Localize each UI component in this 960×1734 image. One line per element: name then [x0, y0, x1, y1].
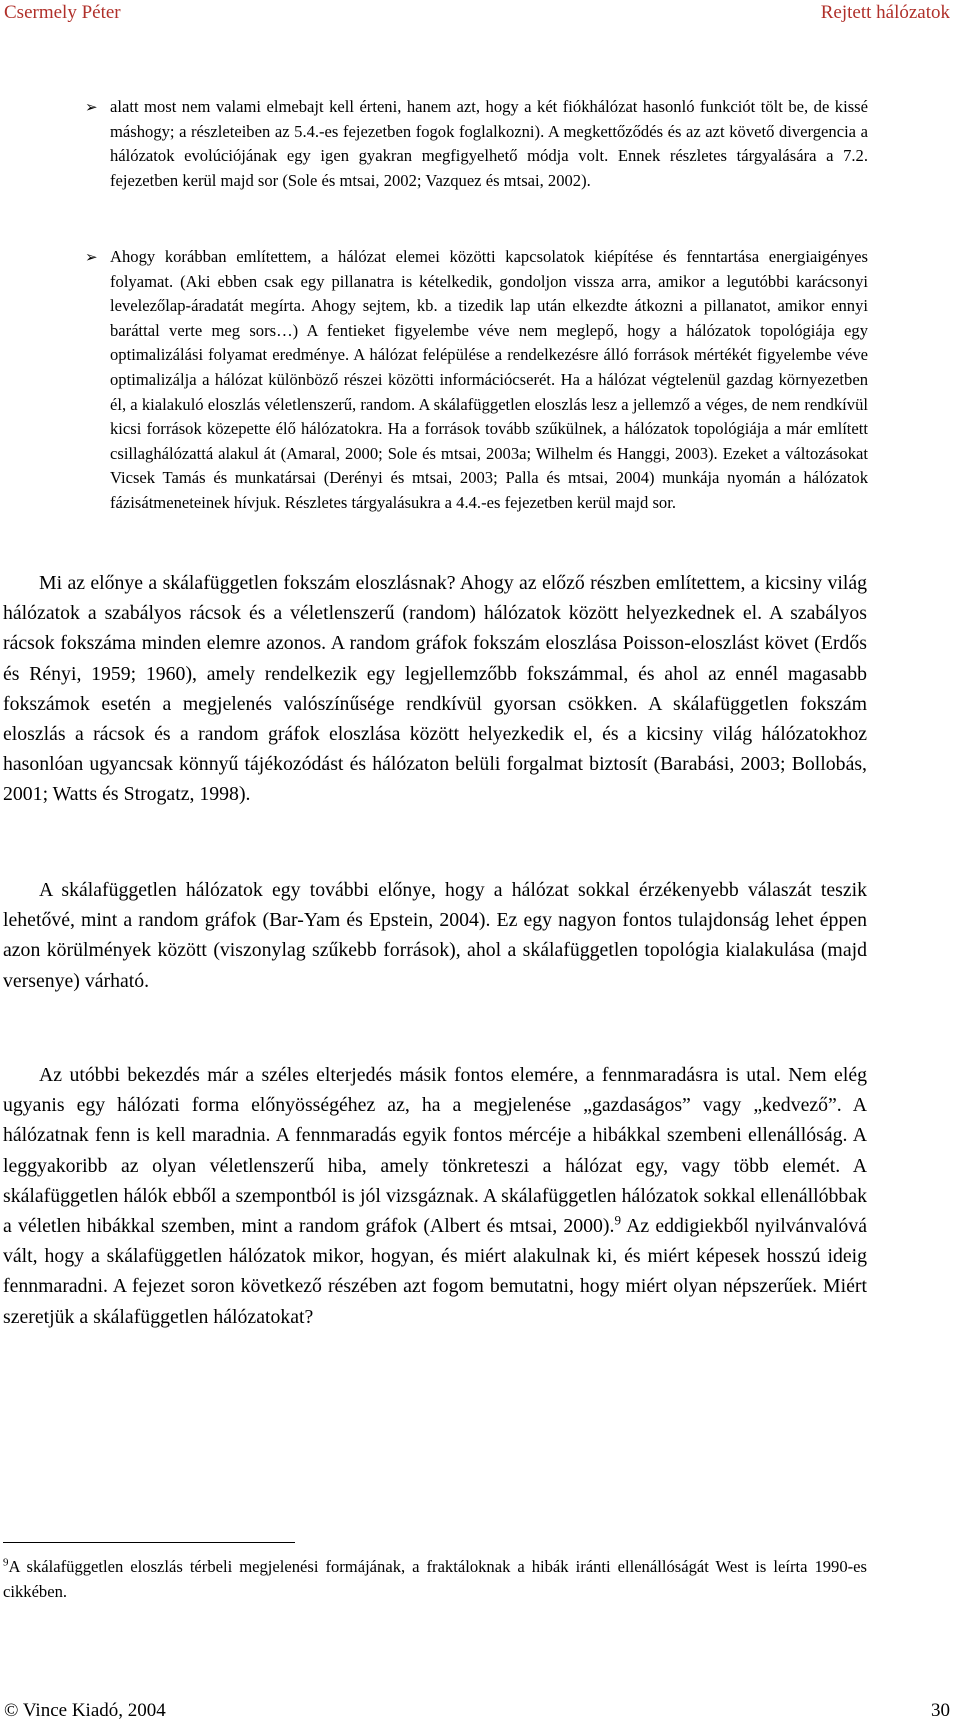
- header-book-title: Rejtett hálózatok: [820, 2, 950, 23]
- body-paragraph-2: A skálafüggetlen hálózatok egy további előnye, hogy a hálózat sokkal érzékenyebb válaszát teszik lehetővé, mint a random gráfok (Bar-Yam és Epstein, 2004). Ez egy nagyon fontos tulajdonság lehet éppen azon körülmények között (viszonylag szűkebb források), ahol a skálafüggetlen topológia kialakulása (majd versenye) várható.: [3, 879, 867, 992]
- footnote: [3, 1555, 867, 1604]
- footnote-text: A skálafüggetlen eloszlás térbeli megjelenési formájának, a fraktáloknak a hibák iránti ellenállóságát West is leírta 1990-es cikkében.: [3, 1557, 867, 1601]
- footnote-divider: [3, 1542, 295, 1543]
- footnote-number: 9: [3, 1556, 9, 1569]
- body-paragraph-3: [3, 1060, 867, 1332]
- paragraph-text-before-note: Az utóbbi bekezdés már a széles elterjedés másik fontos elemére, a fennmaradásra is utal. Nem elég ugyanis egy hálózati forma előnyösségéhez az, ha a megjelenése „gazdaságos” vagy „kedvező”. A hálózatnak fenn is kell maradnia. A fennmaradás egyik fontos mércéje a hibákkal szembeni ellenállóság. A leggyakoribb az olyan véletlenszerű hiba, amely tönkreteszi a hálózat egy, vagy több elemét. A skálafüggetlen hálók ebből a szempontból is jól vizsgáznak. A skálafüggetlen hálózatok sokkal ellenállóbbak a véletlen hibákkal szemben, mint a random gráfok (Albert és mtsai, 2000).: [3, 1064, 867, 1238]
- bullet-item-1: [85, 95, 868, 193]
- header-author: Csermely Péter: [4, 2, 121, 23]
- footer-page-number: 30: [931, 1700, 950, 1721]
- bullet-item-2: [85, 245, 868, 516]
- bullet-arrow-icon: ➢: [85, 98, 98, 116]
- page-header: [0, 0, 960, 36]
- footnote-reference[interactable]: 9: [614, 1212, 621, 1228]
- bullet-arrow-icon: ➢: [85, 248, 98, 266]
- footer-publisher: © Vince Kiadó, 2004: [4, 1700, 166, 1721]
- bullet-text: alatt most nem valami elmebajt kell érteni, hanem azt, hogy a két fiókhálózat hasonló funkciót tölt be, de kissé máshogy; a részleteiben az 5.4.-es fejezetben fogok foglalkozni). A megkettőződés és az azt követő divergencia a hálózatok evolúciójának egy igen gyakran megfigyelhető módja volt. Ennek részletes tárgyalására a 7.2. fejezetben kerül majd sor (Sole és mtsai, 2002; Vazquez és mtsai, 2002).: [110, 97, 868, 190]
- bullet-text: Ahogy korábban említettem, a hálózat elemei közötti kapcsolatok kiépítése és fenntartása energiaigényes folyamat. (Aki ebben csak egy pillanatra is kételkedik, gondoljon vissza arra, amikor a legutóbbi karácsonyi levelezőlap-áradatát megírta. Ahogy sejtem, kb. a tizedik lap után elkezdte átkozni a pillanatot, amikor ennyi baráttal verte meg sors…) A fentieket figyelembe véve nem meglepő, hogy a hálózatok topológiája egy optimalizálási folyamat eredménye. A hálózat felépülése a rendelkezésre álló források mértékét figyelembe véve optimalizálja a hálózat különböző részei közötti információcserét. Ha a hálózat végtelenül gazdag környezetben él, a kialakuló eloszlás véletlenszerű, random. A skálafüggetlen eloszlás lesz a jellemző a véges, de nem rendkívül kicsi források közepette élő hálózatokra. Ha a források tovább szűkülnek, a hálózatok topológiája a már említett csillaghálózattá alakul át (Amaral, 2000; Sole és mtsai, 2003a; Wilhelm és Hanggi, 2003). Ezeket a változásokat Vicsek Tamás és munkatársai (Derényi és mtsai, 2003; Palla és mtsai, 2004) munkája nyomán a hálózatok fázisátmeneteinek hívjuk. Részletes tárgyalásukra a 4.4.-es fejezetben kerül majd sor.: [110, 247, 868, 512]
- body-paragraph-1: Mi az előnye a skálafüggetlen fokszám eloszlásnak? Ahogy az előző részben említettem, a kicsiny világ hálózatok a szabályos rácsok és a véletlenszerű (random) hálózatok között helyezkednek el. A szabályos rácsok fokszáma minden elemre azonos. A random gráfok fokszám eloszlása Poisson-eloszlást követ (Erdős és Rényi, 1959; 1960), amely rendelkezik egy legjellemzőbb fokszámmal, és ahol az ennél magasabb fokszámok esetén a megjelenés valószínűsége rendkívül gyorsan csökken. A skálafüggetlen fokszám eloszlás a rácsok és a random gráfok eloszlása között helyezkedik el, és a kicsiny világ hálózatokhoz hasonlóan ugyancsak könnyű tájékozódást és hálózaton belüli forgalmat biztosít (Barabási, 2003; Bollobás, 2001; Watts és Strogatz, 1998).: [3, 572, 867, 806]
- paragraph-text-after-note: Az eddigiekből nyilvánvalóvá vált, hogy a skálafüggetlen hálózatok mikor, hogyan, és miért alakulnak ki, és miért képesek hosszú ideig fennmaradni. A fejezet soron következő részében azt fogom bemutatni, hogy miért olyan népszerűek. Miért szeretjük a skálafüggetlen hálózatokat?: [3, 1215, 867, 1328]
